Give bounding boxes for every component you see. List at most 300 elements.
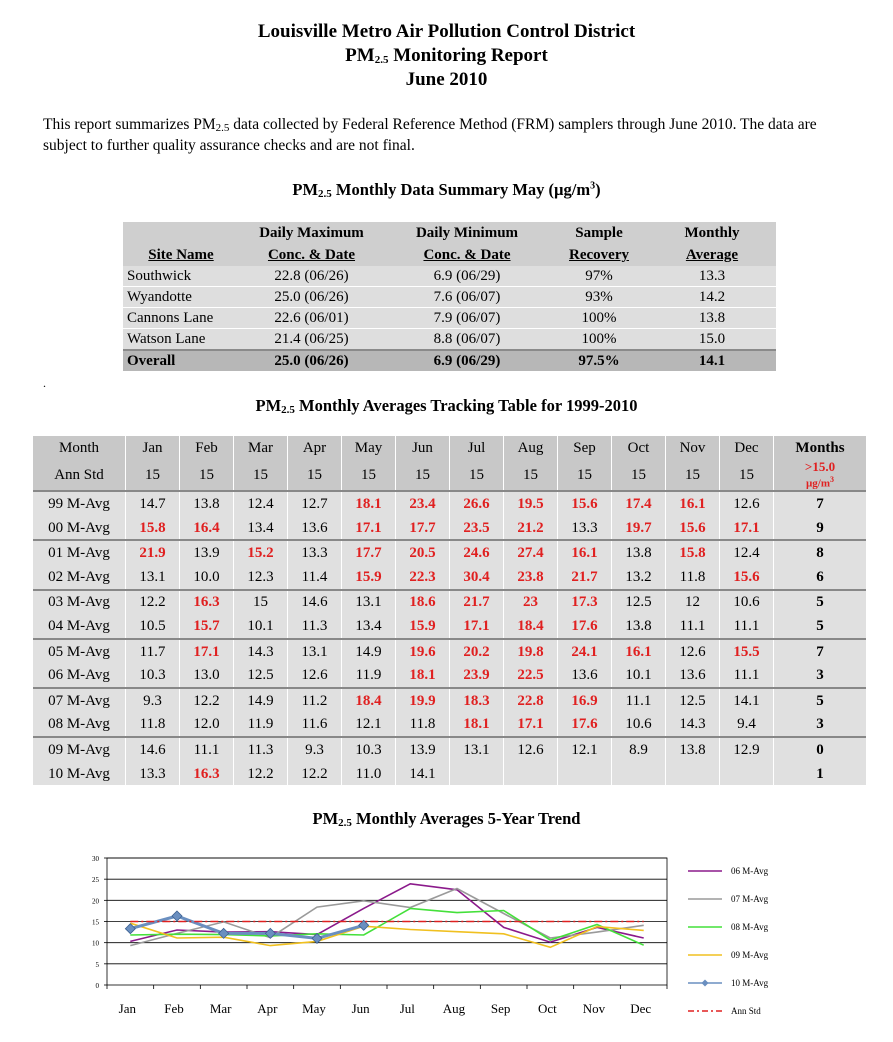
legend-label: 07 M-Avg [731,894,769,904]
tracking-value-cell: 17.1 [720,516,774,541]
tracking-std-cell: 15 [126,460,180,492]
tracking-value-cell: 12.2 [180,688,234,713]
tracking-value-cell: 10.6 [720,590,774,615]
tracking-header-cell: Jan [126,436,180,460]
tracking-value-cell [666,762,720,786]
tracking-value-cell: 11.1 [666,614,720,639]
legend-label: 08 M-Avg [731,922,769,932]
tracking-count-cell: 3 [774,713,867,738]
tracking-value-cell: 10.1 [234,614,288,639]
trend-title-post: Monthly Averages 5-Year Trend [351,809,581,828]
tracking-value-cell: 10.5 [126,614,180,639]
tracking-value-cell: 18.1 [342,491,396,516]
report-title-line2 [0,44,893,67]
tracking-header-cell: Oct [612,436,666,460]
tracking-value-cell: 16.1 [612,639,666,664]
tracking-value-cell: 17.1 [504,713,558,738]
tracking-value-cell: 12.6 [666,639,720,664]
tracking-value-cell: 9.3 [126,688,180,713]
tracking-std-cell: 15 [234,460,288,492]
title-text: Louisville Metro Air Pollution Control District [257,21,636,42]
tracking-value-cell: 18.4 [342,688,396,713]
tracking-value-cell: 12.0 [180,713,234,738]
tracking-count-cell: 5 [774,590,867,615]
tracking-row-label: 00 M-Avg [33,516,126,541]
tracking-value-cell: 16.3 [180,762,234,786]
summary-title-pre: PM [292,180,319,199]
threshold-unit-text: µg/m [805,477,831,490]
x-tick-label: Mar [209,1001,232,1016]
summary-cell: 8.8 (06/07) [384,329,550,351]
intro-subscript: 2.5 [215,122,230,134]
tracking-data-row [33,590,866,615]
summary-row [123,287,776,308]
tracking-value-cell: 11.1 [180,737,234,762]
tracking-value-cell: 17.6 [558,713,612,738]
tracking-value-cell: 12.9 [720,737,774,762]
tracking-value-cell: 13.8 [612,614,666,639]
tracking-value-cell: 13.0 [180,663,234,688]
tracking-value-cell: 14.3 [234,639,288,664]
tracking-header-cell: Apr [288,436,342,460]
tracking-value-cell: 21.7 [450,590,504,615]
tracking-value-cell: 13.3 [126,762,180,786]
tracking-value-cell: 18.1 [450,713,504,738]
tracking-header-row [33,436,866,460]
tracking-data-row [33,639,866,664]
tracking-value-cell: 13.1 [342,590,396,615]
summary-header-label: Average [685,247,739,263]
tracking-value-cell: 17.7 [396,516,450,541]
summary-cell: 6.9 (06/29) [384,350,550,372]
tracking-row-label: 09 M-Avg [33,737,126,762]
tracking-count-cell: 7 [774,639,867,664]
tracking-value-cell: 12.2 [234,762,288,786]
tracking-value-cell: 13.1 [450,737,504,762]
tracking-value-cell: 17.7 [342,540,396,565]
tracking-value-cell: 17.1 [450,614,504,639]
tracking-header-cell: Feb [180,436,234,460]
tracking-value-cell: 12.5 [234,663,288,688]
tracking-value-cell: 21.2 [504,516,558,541]
summary-cell: 97.5% [550,350,648,372]
tracking-header-cell: Dec [720,436,774,460]
pm-text: PM [345,45,375,66]
summary-cell: 14.1 [648,350,776,372]
tracking-header-cell: Jul [450,436,504,460]
tracking-value-cell: 13.9 [180,540,234,565]
legend-label: Ann Std [731,1006,761,1016]
tracking-value-cell: 14.1 [396,762,450,786]
tracking-value-cell: 14.6 [288,590,342,615]
tracking-value-cell: 12.6 [288,663,342,688]
summary-title [0,180,893,200]
summary-cell: 7.6 (06/07) [384,287,550,308]
tracking-std-cell: 15 [342,460,396,492]
tracking-value-cell: 13.6 [558,663,612,688]
y-tick-label: 15 [92,918,99,927]
summary-cell: 22.8 (06/26) [239,266,384,287]
tracking-data-row [33,565,866,590]
tracking-value-cell: 12.5 [612,590,666,615]
summary-title-sup: 3 [590,180,596,192]
tracking-std-row [33,460,866,492]
tracking-count-cell: 6 [774,565,867,590]
tracking-count-cell: 5 [774,688,867,713]
threshold-unit-sup: 3 [830,474,835,484]
tracking-row-label: 06 M-Avg [33,663,126,688]
tracking-value-cell: 15.6 [666,516,720,541]
tracking-value-cell: 12.5 [666,688,720,713]
x-tick-label: Nov [582,1001,606,1016]
trend-chart [0,840,893,1030]
tracking-header-cell: Nov [666,436,720,460]
tracking-row-label: 04 M-Avg [33,614,126,639]
tracking-header-cell: Month [33,436,126,460]
tracking-value-cell: 12.7 [288,491,342,516]
tracking-std-cell: 15 [504,460,558,492]
x-tick-label: May [302,1001,326,1016]
summary-row [123,329,776,351]
summary-header-top: Monthly [648,222,776,244]
summary-header-label: Conc. & Date [267,247,356,263]
tracking-value-cell: 15.6 [720,565,774,590]
summary-cell: 14.2 [648,287,776,308]
tracking-data-row [33,614,866,639]
summary-cell: Southwick [123,266,239,287]
tracking-value-cell: 13.4 [234,516,288,541]
summary-header-label: Site Name [148,247,214,263]
tracking-title-sub: 2.5 [281,404,295,416]
tracking-value-cell: 11.9 [234,713,288,738]
tracking-value-cell: 13.8 [612,540,666,565]
tracking-value-cell: 23.8 [504,565,558,590]
tracking-count-cell: 5 [774,614,867,639]
x-tick-label: Oct [537,1001,557,1016]
tracking-value-cell: 10.0 [180,565,234,590]
tracking-std-threshold [774,460,867,492]
tracking-std-cell: Ann Std [33,460,126,492]
tracking-value-cell: 13.4 [342,614,396,639]
tracking-value-cell: 12.6 [720,491,774,516]
tracking-value-cell: 19.9 [396,688,450,713]
tracking-value-cell: 9.3 [288,737,342,762]
tracking-value-cell: 16.1 [666,491,720,516]
tracking-header-cell: Sep [558,436,612,460]
tracking-value-cell: 12.1 [558,737,612,762]
tracking-value-cell: 13.8 [666,737,720,762]
tracking-title-post: Monthly Averages Tracking Table for 1999-2010 [294,396,638,415]
tracking-value-cell: 20.5 [396,540,450,565]
intro-text-pre: This report summarizes PM [43,116,216,133]
summary-header-bottom [123,244,239,266]
tracking-data-row [33,713,866,738]
summary-cell: 13.8 [648,308,776,329]
tracking-header-cell: Jun [396,436,450,460]
intro-paragraph [43,114,863,156]
tracking-value-cell: 19.8 [504,639,558,664]
summary-cell: Overall [123,350,239,372]
tracking-row-label: 10 M-Avg [33,762,126,786]
report-date: June 2010 [405,69,488,90]
summary-cell: 100% [550,308,648,329]
summary-cell: Wyandotte [123,287,239,308]
summary-cell: 15.0 [648,329,776,351]
tracking-value-cell [450,762,504,786]
tracking-data-row [33,688,866,713]
tracking-value-cell: 23 [504,590,558,615]
summary-header-top [123,222,239,244]
tracking-value-cell: 19.7 [612,516,666,541]
tracking-table [33,436,866,785]
summary-header-bottom [648,244,776,266]
tracking-value-cell: 16.4 [180,516,234,541]
tracking-data-row [33,737,866,762]
tracking-value-cell: 13.6 [666,663,720,688]
summary-header-bottom [239,244,384,266]
tracking-value-cell: 15 [234,590,288,615]
summary-title-post: Monthly Data Summary May (µg/m [331,180,591,199]
tracking-count-cell: 1 [774,762,867,786]
tracking-value-cell: 11.4 [288,565,342,590]
tracking-value-cell: 18.4 [504,614,558,639]
tracking-value-cell: 8.9 [612,737,666,762]
summary-cell: 97% [550,266,648,287]
tracking-value-cell: 14.9 [234,688,288,713]
tracking-value-cell: 26.6 [450,491,504,516]
tracking-value-cell: 12.6 [504,737,558,762]
summary-cell: 25.0 (06/26) [239,287,384,308]
tracking-value-cell: 23.5 [450,516,504,541]
tracking-row-label: 03 M-Avg [33,590,126,615]
tracking-value-cell: 11.9 [342,663,396,688]
legend-label: 10 M-Avg [731,978,769,988]
tracking-value-cell: 10.1 [612,663,666,688]
tracking-value-cell: 11.1 [720,663,774,688]
summary-cell: 13.3 [648,266,776,287]
tracking-row-label: 01 M-Avg [33,540,126,565]
y-tick-label: 5 [95,960,99,969]
summary-header-label: Conc. & Date [423,247,511,263]
tracking-value-cell: 16.1 [558,540,612,565]
tracking-value-cell: 12.2 [288,762,342,786]
tracking-data-row [33,516,866,541]
x-tick-label: Apr [257,1001,278,1016]
tracking-value-cell: 21.7 [558,565,612,590]
tracking-std-cell: 15 [612,460,666,492]
summary-title-end: ) [595,180,601,199]
legend-label: 09 M-Avg [731,950,769,960]
tracking-value-cell: 23.9 [450,663,504,688]
tracking-data-row [33,540,866,565]
tracking-value-cell: 19.5 [504,491,558,516]
summary-header-top: Sample [550,222,648,244]
summary-cell: 22.6 (06/01) [239,308,384,329]
summary-title-sub: 2.5 [318,188,332,200]
intro-text-post: data collected by Federal Reference Method (FRM) samplers through June 2010. The data are subject to further quality assurance checks and are not final. [43,116,817,154]
tracking-row-label: 08 M-Avg [33,713,126,738]
summary-cell: 100% [550,329,648,351]
tracking-value-cell: 14.6 [126,737,180,762]
tracking-value-cell: 11.8 [126,713,180,738]
summary-cell: Watson Lane [123,329,239,351]
tracking-title-pre: PM [255,396,282,415]
y-tick-label: 0 [95,982,99,990]
x-tick-label: Dec [630,1001,652,1016]
legend-marker [702,980,709,987]
tracking-value-cell [558,762,612,786]
summary-cell: 25.0 (06/26) [239,350,384,372]
threshold-value: >15.0 [804,458,836,474]
summary-cell: 6.9 (06/29) [384,266,550,287]
summary-row [123,266,776,287]
tracking-std-cell: 15 [558,460,612,492]
tracking-value-cell: 11.6 [288,713,342,738]
tracking-value-cell: 11.3 [234,737,288,762]
tracking-value-cell: 15.8 [126,516,180,541]
tracking-value-cell [612,762,666,786]
y-tick-label: 30 [92,855,99,863]
tracking-value-cell: 15.7 [180,614,234,639]
summary-cell: 93% [550,287,648,308]
tracking-count-cell: 9 [774,516,867,541]
tracking-value-cell: 13.8 [180,491,234,516]
y-tick-label: 10 [92,939,99,948]
tracking-row-label: 05 M-Avg [33,639,126,664]
tracking-value-cell: 22.5 [504,663,558,688]
tracking-std-cell: 15 [666,460,720,492]
summary-row [123,308,776,329]
tracking-value-cell: 13.6 [288,516,342,541]
tracking-count-cell: 3 [774,663,867,688]
tracking-count-cell: 7 [774,491,867,516]
y-tick-label: 25 [92,876,99,885]
tracking-value-cell: 21.9 [126,540,180,565]
summary-header-top: Daily Minimum [384,222,550,244]
tracking-std-cell: 15 [720,460,774,492]
tracking-value-cell: 17.4 [612,491,666,516]
tracking-header-cell: Aug [504,436,558,460]
tracking-value-cell: 13.3 [288,540,342,565]
tracking-std-cell: 15 [180,460,234,492]
x-tick-label: Jun [351,1001,370,1016]
pm-subscript: 2.5 [374,54,389,66]
summary-table [123,222,776,372]
summary-cell: 21.4 (06/25) [239,329,384,351]
trend-title-sub: 2.5 [338,817,352,829]
tracking-title [0,396,893,416]
tracking-header-cell: Months [774,436,867,460]
tracking-value-cell: 10.3 [342,737,396,762]
tracking-value-cell: 11.3 [288,614,342,639]
x-tick-label: Sep [490,1001,511,1016]
tracking-header-cell: May [342,436,396,460]
report-name: Monitoring Report [388,45,548,66]
tracking-value-cell: 15.5 [720,639,774,664]
tracking-value-cell: 11.7 [126,639,180,664]
tracking-value-cell: 9.4 [720,713,774,738]
tracking-value-cell: 15.9 [342,565,396,590]
summary-header-label: Recovery [569,247,629,263]
x-tick-label: Aug [442,1001,466,1016]
tracking-value-cell: 20.2 [450,639,504,664]
report-title-line1 [0,20,893,43]
tracking-value-cell: 14.9 [342,639,396,664]
tracking-value-cell: 13.9 [396,737,450,762]
tracking-value-cell: 22.8 [504,688,558,713]
tracking-value-cell: 18.3 [450,688,504,713]
x-tick-label: Feb [164,1001,184,1016]
tracking-data-row [33,663,866,688]
report-title-line3 [0,68,893,91]
tracking-std-cell: 15 [450,460,504,492]
tracking-count-cell: 8 [774,540,867,565]
tracking-value-cell: 15.6 [558,491,612,516]
tracking-value-cell: 17.3 [558,590,612,615]
tracking-value-cell: 12.2 [126,590,180,615]
trend-title [0,809,893,829]
tracking-value-cell: 10.3 [126,663,180,688]
summary-header-top: Daily Maximum [239,222,384,244]
tracking-value-cell: 16.9 [558,688,612,713]
tracking-value-cell: 17.1 [342,516,396,541]
tracking-value-cell: 18.6 [396,590,450,615]
tracking-value-cell: 13.1 [288,639,342,664]
tracking-value-cell: 12.3 [234,565,288,590]
tracking-row-label: 07 M-Avg [33,688,126,713]
tracking-data-row [33,762,866,786]
tracking-value-cell: 13.1 [126,565,180,590]
tracking-value-cell: 22.3 [396,565,450,590]
tracking-value-cell: 11.1 [720,614,774,639]
threshold-unit [774,473,866,491]
tracking-value-cell: 11.0 [342,762,396,786]
tracking-std-cell: 15 [396,460,450,492]
summary-cell: 7.9 (06/07) [384,308,550,329]
tracking-data-row [33,491,866,516]
stray-dot: . [43,376,46,390]
tracking-value-cell [720,762,774,786]
tracking-value-cell: 24.6 [450,540,504,565]
x-tick-label: Jul [399,1001,415,1016]
tracking-value-cell: 13.2 [612,565,666,590]
tracking-value-cell: 27.4 [504,540,558,565]
tracking-value-cell: 11.1 [612,688,666,713]
tracking-value-cell: 13.3 [558,516,612,541]
tracking-value-cell: 14.3 [666,713,720,738]
tracking-value-cell: 24.1 [558,639,612,664]
summary-header-bottom [550,244,648,266]
tracking-value-cell: 23.4 [396,491,450,516]
tracking-value-cell: 11.2 [288,688,342,713]
summary-header-bottom [384,244,550,266]
summary-overall-row [123,350,776,372]
tracking-value-cell: 14.1 [720,688,774,713]
tracking-value-cell: 12.4 [234,491,288,516]
tracking-value-cell: 11.8 [396,713,450,738]
tracking-value-cell: 12.1 [342,713,396,738]
tracking-row-label: 99 M-Avg [33,491,126,516]
tracking-value-cell: 11.8 [666,565,720,590]
tracking-value-cell [504,762,558,786]
tracking-value-cell: 12.4 [720,540,774,565]
tracking-value-cell: 14.7 [126,491,180,516]
tracking-value-cell: 30.4 [450,565,504,590]
tracking-value-cell: 15.2 [234,540,288,565]
tracking-value-cell: 15.9 [396,614,450,639]
tracking-value-cell: 12 [666,590,720,615]
tracking-value-cell: 17.6 [558,614,612,639]
